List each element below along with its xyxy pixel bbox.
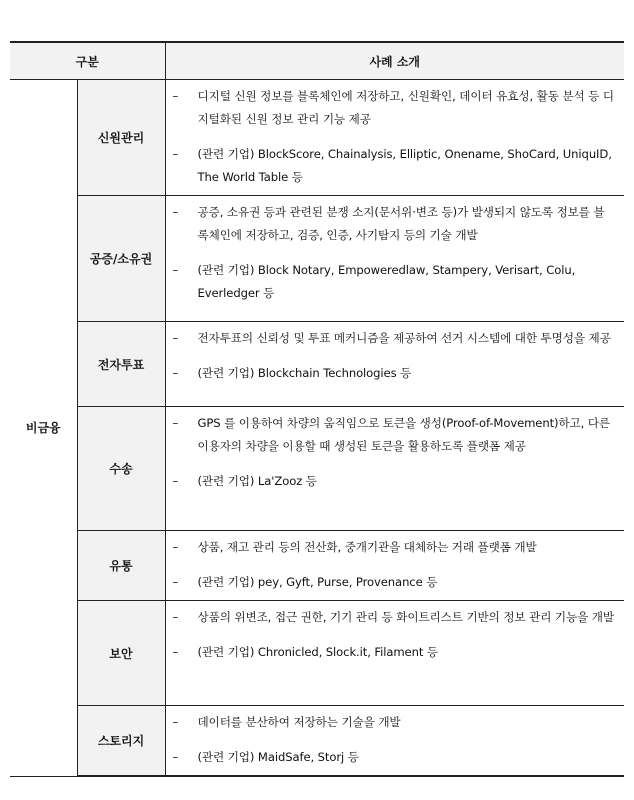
table-row — [10, 601, 624, 706]
case-description-item — [166, 85, 615, 131]
case-description-item — [166, 606, 615, 629]
table-row — [10, 706, 624, 777]
dash-bullet-icon: – — [172, 263, 179, 277]
subcategory-cell: 전자투표 — [77, 322, 165, 407]
dash-bullet-icon: – — [172, 474, 179, 488]
related-companies-item — [166, 641, 615, 664]
bullet-text: 공증, 소유권 등과 관련된 분쟁 소지(문서위·변조 등)가 발생되지 않도록 정보를 블록체인에 저장하고, 검증, 인증, 사기탐지 등의 기술 개발 — [197, 205, 605, 242]
table-row — [10, 531, 624, 601]
dash-bullet-icon: – — [172, 715, 179, 729]
related-companies-item — [166, 746, 615, 769]
case-description-item — [166, 201, 615, 247]
case-bullet-list — [166, 407, 625, 493]
dash-bullet-icon: – — [172, 645, 179, 659]
table-row — [10, 407, 624, 531]
subcategory-cell: 신원관리 — [77, 80, 165, 196]
bullet-text: (관련 기업) BlockScore, Chainalysis, Elliptic, Onename, ShoCard, UniquID, The World Table 등 — [197, 147, 612, 184]
related-companies-item — [166, 571, 615, 594]
bullet-text: 데이터를 분산하여 저장하는 기술을 개발 — [197, 715, 401, 729]
table-row — [10, 196, 624, 322]
dash-bullet-icon: – — [172, 205, 179, 219]
header-cases: 사례 소개 — [165, 42, 624, 80]
table-body — [10, 80, 624, 777]
bullet-text: (관련 기업) Blockchain Technologies 등 — [197, 366, 412, 380]
bullet-text: GPS 를 이용하여 차량의 움직임으로 토큰을 생성(Proof-of-Movement)하고, 다른 이용자의 차량을 이용할 때 생성된 토큰을 활용하도록 플랫폼 제공 — [197, 416, 611, 453]
case-description-item — [166, 327, 615, 350]
category-cell: 비금융 — [10, 80, 77, 777]
blockchain-cases-table — [10, 41, 624, 777]
bullet-text: (관련 기업) Chronicled, Slock.it, Filament 등 — [197, 645, 438, 659]
related-companies-item — [166, 143, 615, 189]
case-bullet-list — [166, 80, 625, 189]
bullet-text: (관련 기업) La'Zooz 등 — [197, 474, 317, 488]
dash-bullet-icon: – — [172, 540, 179, 554]
bullet-text: 상품, 재고 관리 등의 전산화, 중개기관을 대체하는 거래 플랫폼 개발 — [197, 540, 537, 554]
related-companies-item — [166, 259, 615, 305]
related-companies-item — [166, 362, 615, 385]
table-row — [10, 80, 624, 196]
bullet-text: 전자투표의 신뢰성 및 투표 메커니즘을 제공하여 선거 시스템에 대한 투명성을 제공 — [197, 331, 611, 345]
bullet-text: 디지털 신원 정보를 블록체인에 저장하고, 신원확인, 데이터 유효성, 활동 분석 등 디지털화된 신원 정보 관리 기능 제공 — [197, 89, 614, 126]
case-description-cell — [165, 601, 624, 706]
case-description-item — [166, 412, 615, 458]
dash-bullet-icon: – — [172, 416, 179, 430]
case-description-cell — [165, 196, 624, 322]
case-description-cell — [165, 706, 624, 777]
case-description-item — [166, 711, 615, 734]
bullet-text: (관련 기업) Block Notary, Empoweredlaw, Stampery, Verisart, Colu, Everledger 등 — [197, 263, 576, 300]
table-header-row — [10, 42, 624, 80]
case-description-cell — [165, 80, 624, 196]
case-bullet-list — [166, 531, 625, 594]
dash-bullet-icon: – — [172, 89, 179, 103]
case-bullet-list — [166, 322, 625, 385]
subcategory-cell: 유통 — [77, 531, 165, 601]
subcategory-cell: 보안 — [77, 601, 165, 706]
header-category: 구분 — [10, 42, 165, 80]
bullet-text: (관련 기업) MaidSafe, Storj 등 — [197, 750, 359, 764]
dash-bullet-icon: – — [172, 610, 179, 624]
dash-bullet-icon: – — [172, 331, 179, 345]
case-description-cell — [165, 407, 624, 531]
dash-bullet-icon: – — [172, 575, 179, 589]
related-companies-item — [166, 470, 615, 493]
case-bullet-list — [166, 196, 625, 305]
case-bullet-list — [166, 601, 625, 664]
case-description-cell — [165, 531, 624, 601]
subcategory-cell: 수송 — [77, 407, 165, 531]
case-description-item — [166, 536, 615, 559]
bullet-text: (관련 기업) pey, Gyft, Purse, Provenance 등 — [197, 575, 438, 589]
case-bullet-list — [166, 706, 625, 769]
bullet-text: 상품의 위변조, 접근 권한, 기기 관리 등 화이트리스트 기반의 정보 관리 기능을 개발 — [197, 610, 614, 624]
dash-bullet-icon: – — [172, 366, 179, 380]
case-description-cell — [165, 322, 624, 407]
table-row — [10, 322, 624, 407]
dash-bullet-icon: – — [172, 750, 179, 764]
subcategory-cell: 공증/소유권 — [77, 196, 165, 322]
dash-bullet-icon: – — [172, 147, 179, 161]
subcategory-cell: 스토리지 — [77, 706, 165, 777]
